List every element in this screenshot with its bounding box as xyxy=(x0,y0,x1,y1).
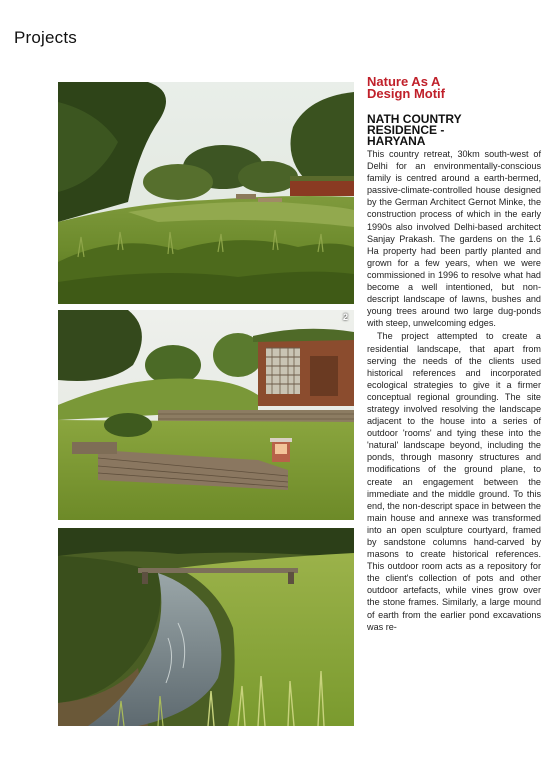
section-heading: Projects xyxy=(14,28,78,47)
title-line: NATH COUNTRY xyxy=(367,112,462,126)
article-kicker xyxy=(367,76,541,100)
paragraph: This country retreat, 30km south-west of Delhi for an environmentally-conscious family is centred around a earth-bermed, passive-climate-controlled house designed by the German Architect Gernot Minke, the construction process of which in the early 1990s also involved Delhi-based architect Sanjay Prakash. The gardens on the 1.6 Ha property had been partly planted and grown for a few years, when we were commissioned in 1996 to resolve what had become a well intentioned, but non-descript landscape of lawns, bushes and young trees around two large dug-ponds with steep, unwelcoming edges. xyxy=(367,149,541,329)
article-column xyxy=(367,76,541,633)
title-line: RESIDENCE - xyxy=(367,123,445,137)
photo-stone-terraces xyxy=(58,310,354,520)
paragraph: The project attempted to create a residential landscape, that apart from serving the needs of the clients used historical references and incorporated ecological strategies to give it a firmer conceptual regional grounding. The site strategy involved resolving the landscape adjacent to the house into a series of outdoor 'rooms' and tying these into the 'natural' landscape beyond, including the ponds, through masonry structures and modifications of the ground plane, to create an engagement between the immediate and the middle ground. To this end, the non-descript space in between the main house and annexe was transformed into an open sculpture courtyard, framed by sandstone columns hand-carved by masons to create historical references. This outdoor room acts as a repository for the client's collection of pots and other outdoor artefacts, while vines grow over the stone frames. Similarly, a large mound of earth from the earlier pond excavations was re- xyxy=(367,331,541,632)
article-body xyxy=(367,148,541,633)
photo-pond-stream xyxy=(58,528,354,726)
title-line: HARYANA xyxy=(367,134,426,148)
kicker-line: Design Motif xyxy=(367,86,445,101)
kicker-line: Nature As A xyxy=(367,74,441,89)
photo-number: 2 xyxy=(342,312,348,322)
photo-garden-overview xyxy=(58,82,354,304)
article-title xyxy=(367,114,541,147)
